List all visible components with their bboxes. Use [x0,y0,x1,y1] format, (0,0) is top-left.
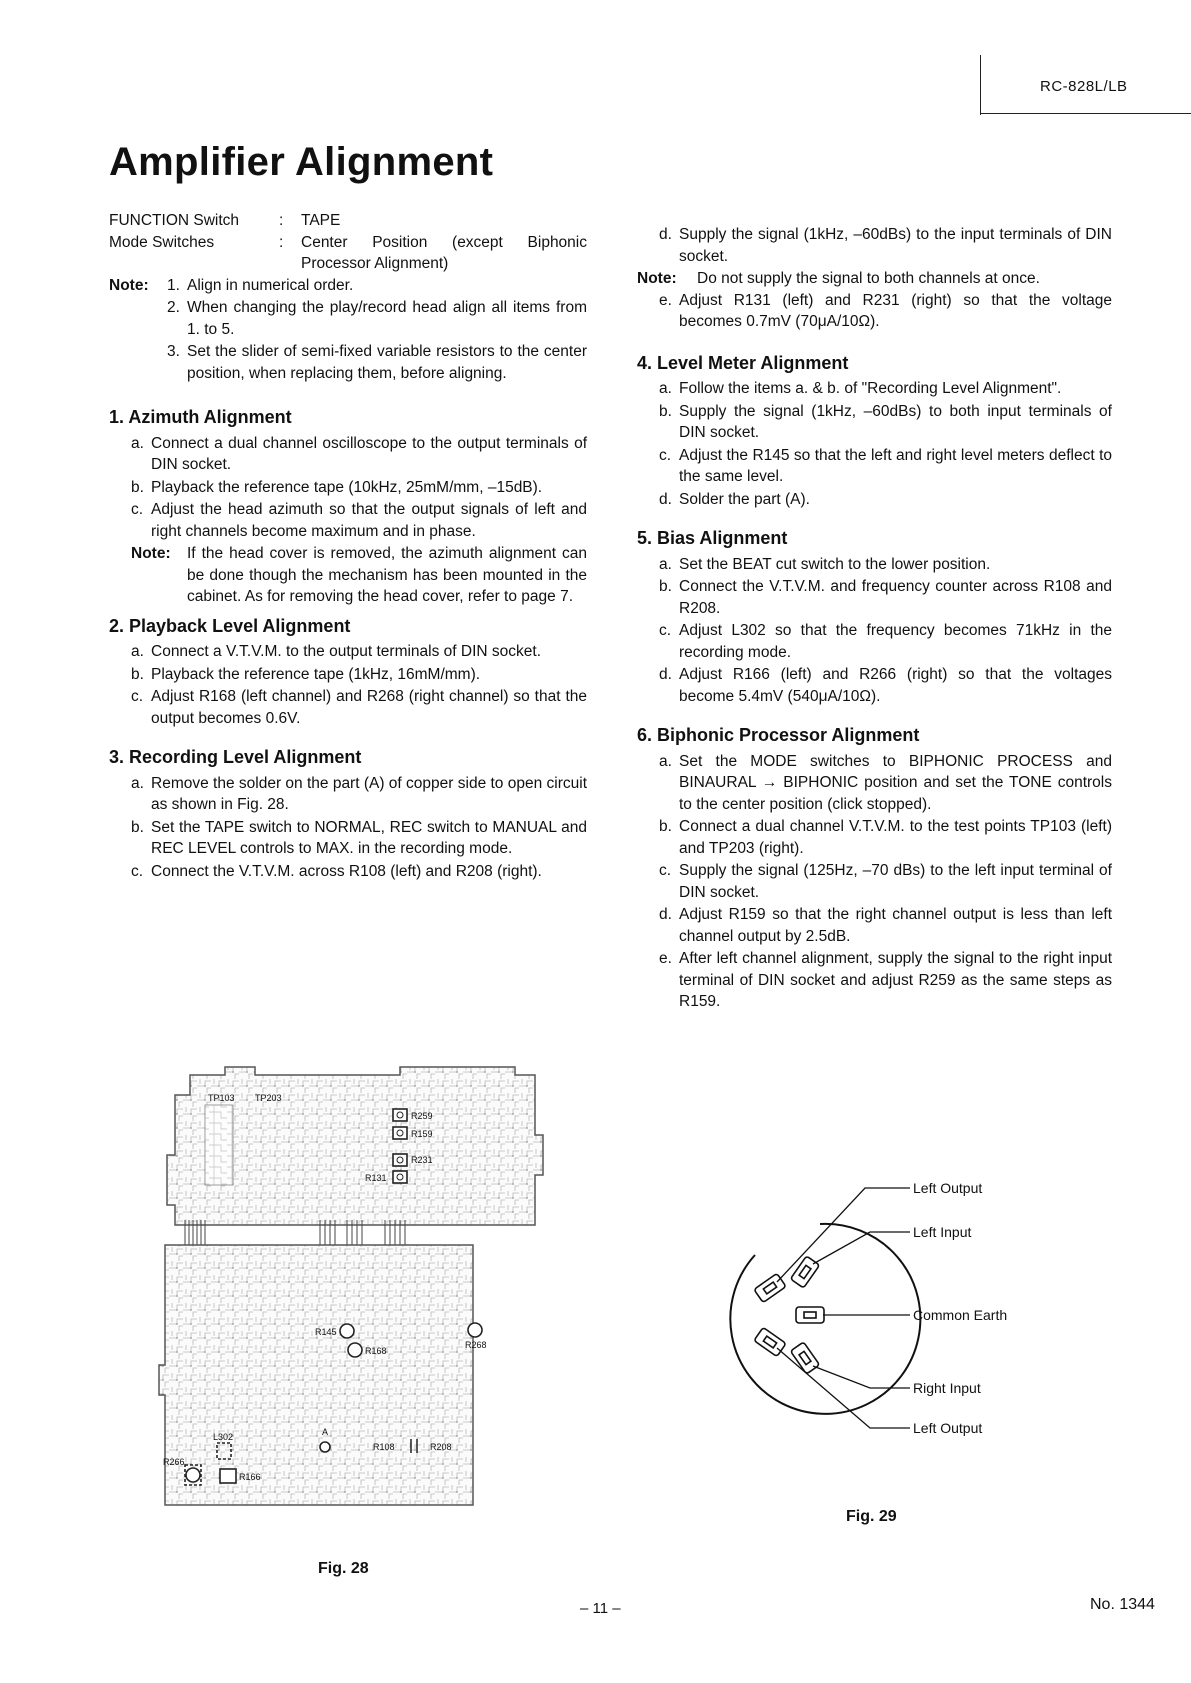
point-a [320,1442,330,1452]
list-item: d. Adjust R166 (left) and R266 (right) so that the voltages become 5.4mV (540μA/10Ω). [659,666,1112,705]
socket-outline [730,1224,920,1414]
label-l302: L302 [213,1432,234,1442]
label-left-input: Left Input [913,1224,972,1240]
list-item: e. After left channel alignment, supply the signal to the right input terminal of DIN socket and adjust R259 as the same steps as R159. [659,950,1112,1010]
list-item: d. Adjust R159 so that the right channel output is less than left channel output by 2.5dB. [659,906,1112,945]
list-item: c. Adjust L302 so that the frequency becomes 71kHz in the recording mode. [659,622,1112,661]
label-r131: R131 [365,1173,387,1183]
list-item: b. Connect the V.T.V.M. and frequency counter across R108 and R208. [659,578,1112,617]
section-heading: 4. Level Meter Alignment [637,352,849,373]
list-item: a. Connect a V.T.V.M. to the output terminals of DIN socket. [131,643,541,660]
note-item: 2. When changing the play/record head align all items from 1. to 5. [167,299,587,338]
pot-r159 [393,1127,407,1139]
fig29-caption: Fig. 29 [846,1508,897,1525]
label-r108: R108 [373,1442,395,1452]
label-r166: R166 [239,1472,261,1482]
right-column [637,224,1112,1014]
list-item: b. Supply the signal (1kHz, –60dBs) to both input terminals of DIN socket. [659,402,1112,441]
note-item: 3. Set the slider of semi-fixed variable resistors to the center position, when replacing them, before aligning. [167,343,587,382]
list-item: a. Remove the solder on the part (A) of copper side to open circuit as shown in Fig. 28. [131,774,587,813]
label-r268: R268 [465,1340,487,1350]
label-tp103: TP103 [208,1093,235,1103]
label-r259: R259 [411,1111,433,1121]
label-left-output-2: Left Output [913,1420,983,1436]
socket-pins [754,1256,824,1374]
pcb-lower-board [159,1245,473,1505]
section-note: Note: If the head cover is removed, the azimuth alignment can be done though the mechanism has been mounted in the cabinet. As for removing the head cover, refer to page 7. [131,545,587,605]
list-item: c. Adjust the head azimuth so that the output signals of left and right channels become maximum and in phase. [131,501,587,540]
list-item: b. Playback the reference tape (10kHz, 25mM/mm, –15dB). [131,478,543,496]
section-heading: 6. Biphonic Processor Alignment [637,725,920,745]
list-item: a. Set the MODE switches to BIPHONIC PROCESS and BINAURAL → BIPHONIC position and set the TONE controls to the center position (click stopped). [659,752,1112,813]
list-item: a. Follow the items a. & b. of "Recording Level Alignment". [659,380,1062,397]
pot-r266 [186,1468,200,1482]
label-r208: R208 [430,1442,452,1452]
list-item: c. Supply the signal (125Hz, –70 dBs) to the left input terminal of DIN socket. [659,862,1112,901]
label-r145: R145 [315,1327,337,1337]
setting-mode: Mode Switches : Center Position (except Biphonic Processor Alignment) [109,233,587,272]
section-note: Note: Do not supply the signal to both channels at once. [637,270,1040,287]
document-number: No. 1344 [1090,1596,1155,1613]
label-tp203: TP203 [255,1093,282,1103]
din-socket-diagram [695,1160,1040,1450]
list-item: b. Set the TAPE switch to NORMAL, REC switch to MANUAL and REC LEVEL controls to MAX. in the recording mode. [131,818,587,857]
label-common-earth: Common Earth [913,1307,1008,1323]
list-item: a. Set the BEAT cut switch to the lower position. [659,555,991,573]
setting-function: FUNCTION Switch : TAPE [109,212,341,229]
note-item: 1. Align in numerical order. [167,276,354,294]
pot-r259 [393,1109,407,1121]
label-r159: R159 [411,1129,433,1139]
fig28-caption: Fig. 28 [318,1560,369,1577]
notes-block: Note: 1. Align in numerical order. 2. When changing the play/record head align all items from 1. to 5. 3. Set the slider of semi-fixed variable resistors to the center position, when replacing them, before aligning. [109,275,587,386]
pot-r168 [348,1343,362,1357]
list-item: d. Solder the part (A). [659,490,810,508]
list-item: c. Adjust the R145 so that the left and right level meters deflect to the same level. [659,446,1112,485]
page-number: – 11 – [580,1600,621,1617]
list-item: a. Connect a dual channel oscilloscope to the output terminals of DIN socket. [131,434,587,473]
list-item: c. Adjust R168 (left channel) and R268 (right channel) so that the output becomes 0.6V. [131,688,587,727]
label-r168: R168 [365,1346,387,1356]
list-item: e. Adjust R131 (left) and R231 (right) so that the voltage becomes 0.7mV (70μA/10Ω). [659,291,1112,330]
header-divider-vertical [980,55,981,115]
section-heading: 3. Recording Level Alignment [109,747,362,767]
section-heading: 5. Bias Alignment [637,528,788,548]
pot-r131 [393,1171,407,1183]
pot-r145 [340,1324,354,1338]
header-divider-horizontal [980,113,1191,114]
section-heading: 1. Azimuth Alignment [109,407,292,427]
section-heading: 2. Playback Level Alignment [109,615,351,636]
pot-r268 [468,1323,482,1337]
pcb-diagram [155,1065,595,1515]
model-number: RC-828L/LB [1040,78,1128,95]
label-a: A [322,1427,329,1437]
label-left-output: Left Output [913,1180,983,1196]
list-item: b. Playback the reference tape (1kHz, 16mM/mm). [131,665,481,683]
label-r231: R231 [411,1155,433,1165]
pot-r231 [393,1154,407,1166]
list-item: b. Connect a dual channel V.T.V.M. to the test points TP103 (left) and TP203 (right). [659,818,1112,857]
label-r266: R266 [163,1457,185,1467]
label-right-input: Right Input [913,1380,981,1396]
list-item: c. Connect the V.T.V.M. across R108 (left) and R208 (right). [131,862,542,880]
left-column [109,210,587,883]
pot-r166 [220,1469,236,1483]
page-title: Amplifier Alignment [109,140,494,184]
list-item: d. Supply the signal (1kHz, –60dBs) to the input terminals of DIN socket. [659,226,1112,265]
pcb-ic-block [205,1105,233,1185]
